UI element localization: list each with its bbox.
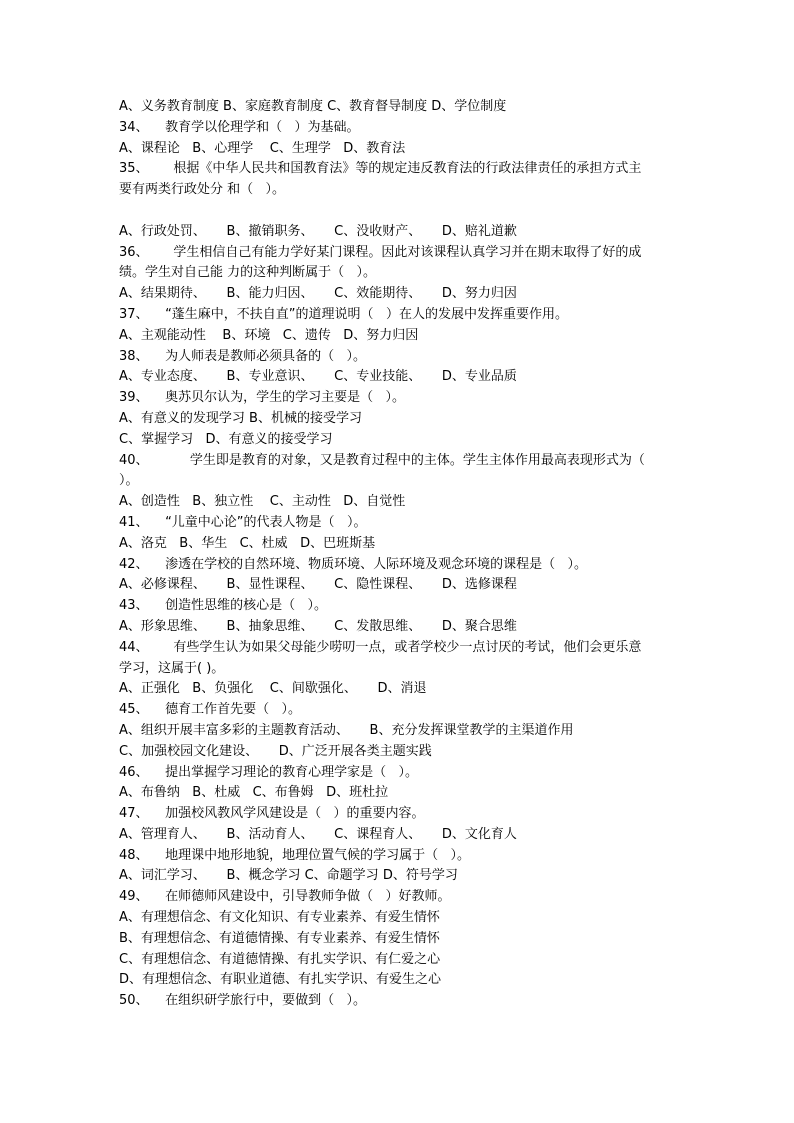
options-34: A、课程论 B、心理学 C、生理学 D、教育法: [119, 140, 406, 156]
question-37: 37、 “蓬生麻中，不扶自直”的道理说明（ ）在人的发展中发挥重要作用。: [119, 306, 568, 322]
blank-line: [119, 201, 679, 222]
question-40-line-1: 40、 学生即是教育的对象，又是教育过程中的主体。学生主体作用最高表现形式为（: [119, 452, 645, 468]
question-46: 46、 提出掌握学习理论的教育心理学家是（ ）。: [119, 764, 418, 780]
question-40-line-2: ）。: [119, 473, 139, 489]
document-page: [119, 97, 679, 1012]
question-35-line-2: 要有两类行政处分 和（ ）。: [119, 182, 286, 198]
options-47: A、管理育人、 B、活动育人、 C、课程育人、 D、文化育人: [119, 826, 517, 842]
question-34: 34、 教育学以伦理学和（ ）为基础。: [119, 119, 360, 135]
question-44-line-1: 44、 有些学生认为如果父母能少唠叨一点，或者学校少一点讨厌的考试，他们会更乐意: [119, 639, 642, 655]
options-45-line-1: A、组织开展丰富多彩的主题教育活动、 B、充分发挥课堂教学的主渠道作用: [119, 722, 574, 738]
question-39: 39、 奥苏贝尔认为，学生的学习主要是（ ）。: [119, 390, 405, 406]
options-39-line-1: A、有意义的发现学习 B、机械的接受学习: [119, 410, 362, 426]
question-36-line-2: 绩。学生对自己能 力的这种判断属于（ ）。: [119, 265, 377, 281]
options-48: A、词汇学习、 B、概念学习 C、命题学习 D、符号学习: [119, 868, 458, 884]
options-45-line-2: C、加强校园文化建设、 D、广泛开展各类主题实践: [119, 743, 432, 759]
question-41: 41、 “儿童中心论”的代表人物是（ ）。: [119, 514, 367, 530]
options-42: A、必修课程、 B、显性课程、 C、隐性课程、 D、选修课程: [119, 577, 517, 593]
options-36: A、结果期待、 B、能力归因、 C、效能期待、 D、努力归因: [119, 286, 517, 302]
question-42: 42、 渗透在学校的自然环境、物质环境、人际环境及观念环境的课程是（ ）。: [119, 556, 587, 572]
options-40: A、创造性 B、独立性 C、主动性 D、自觉性: [119, 494, 406, 510]
option-49-b: B、有理想信念、有道德情操、有专业素养、有爱生情怀: [119, 930, 440, 946]
options-43: A、形象思维、 B、抽象思维、 C、发散思维、 D、聚合思维: [119, 618, 517, 634]
options-38: A、专业态度、 B、专业意识、 C、专业技能、 D、专业品质: [119, 369, 517, 385]
text-line-options-33: A、义务教育制度 B、家庭教育制度 C、教育督导制度 D、学位制度: [119, 99, 507, 114]
options-39-line-2: C、掌握学习 D、有意义的接受学习: [119, 431, 333, 447]
question-47: 47、 加强校风教风学风建设是（ ）的重要内容。: [119, 806, 425, 822]
question-49: 49、 在师德师风建设中，引导教师争做（ ）好教师。: [119, 889, 451, 905]
option-49-c: C、有理想信念、有道德情操、有扎实学识、有仁爱之心: [119, 951, 441, 967]
question-50: 50、 在组织研学旅行中，要做到（ ）。: [119, 993, 366, 1009]
question-36-line-1: 36、 学生相信自己有能力学好某门课程。因此对该课程认真学习并在期末取得了好的成: [119, 244, 642, 260]
question-43: 43、 创造性思维的核心是（ ）。: [119, 598, 327, 614]
question-45: 45、 德育工作首先要（ ）。: [119, 702, 301, 718]
options-44: A、正强化 B、负强化 C、间歇强化、 D、消退: [119, 681, 427, 697]
options-41: A、洛克 B、华生 C、杜威 D、巴班斯基: [119, 535, 376, 551]
question-35-line-1: 35、 根据《中华人民共和国教育法》等的规定违反教育法的行政法律责任的承担方式主: [119, 161, 642, 177]
question-48: 48、 地理课中地形地貌，地理位置气候的学习属于（ ）。: [119, 847, 470, 863]
options-37: A、主观能动性 B、环境 C、遗传 D、努力归因: [119, 327, 419, 343]
option-49-d: D、有理想信念、有职业道德、有扎实学识、有爱生之心: [119, 972, 442, 988]
question-38: 38、 为人师表是教师必须具备的（ ）。: [119, 348, 366, 364]
options-35: A、行政处罚、 B、撤销职务、 C、没收财产、 D、赔礼道歉: [119, 223, 517, 239]
option-49-a: A、有理想信念、有文化知识、有专业素养、有爱生情怀: [119, 910, 440, 926]
question-44-line-2: 学习，这属于( )。: [119, 660, 225, 676]
options-46: A、布鲁纳 B、杜威 C、布鲁姆 D、班杜拉: [119, 785, 389, 801]
